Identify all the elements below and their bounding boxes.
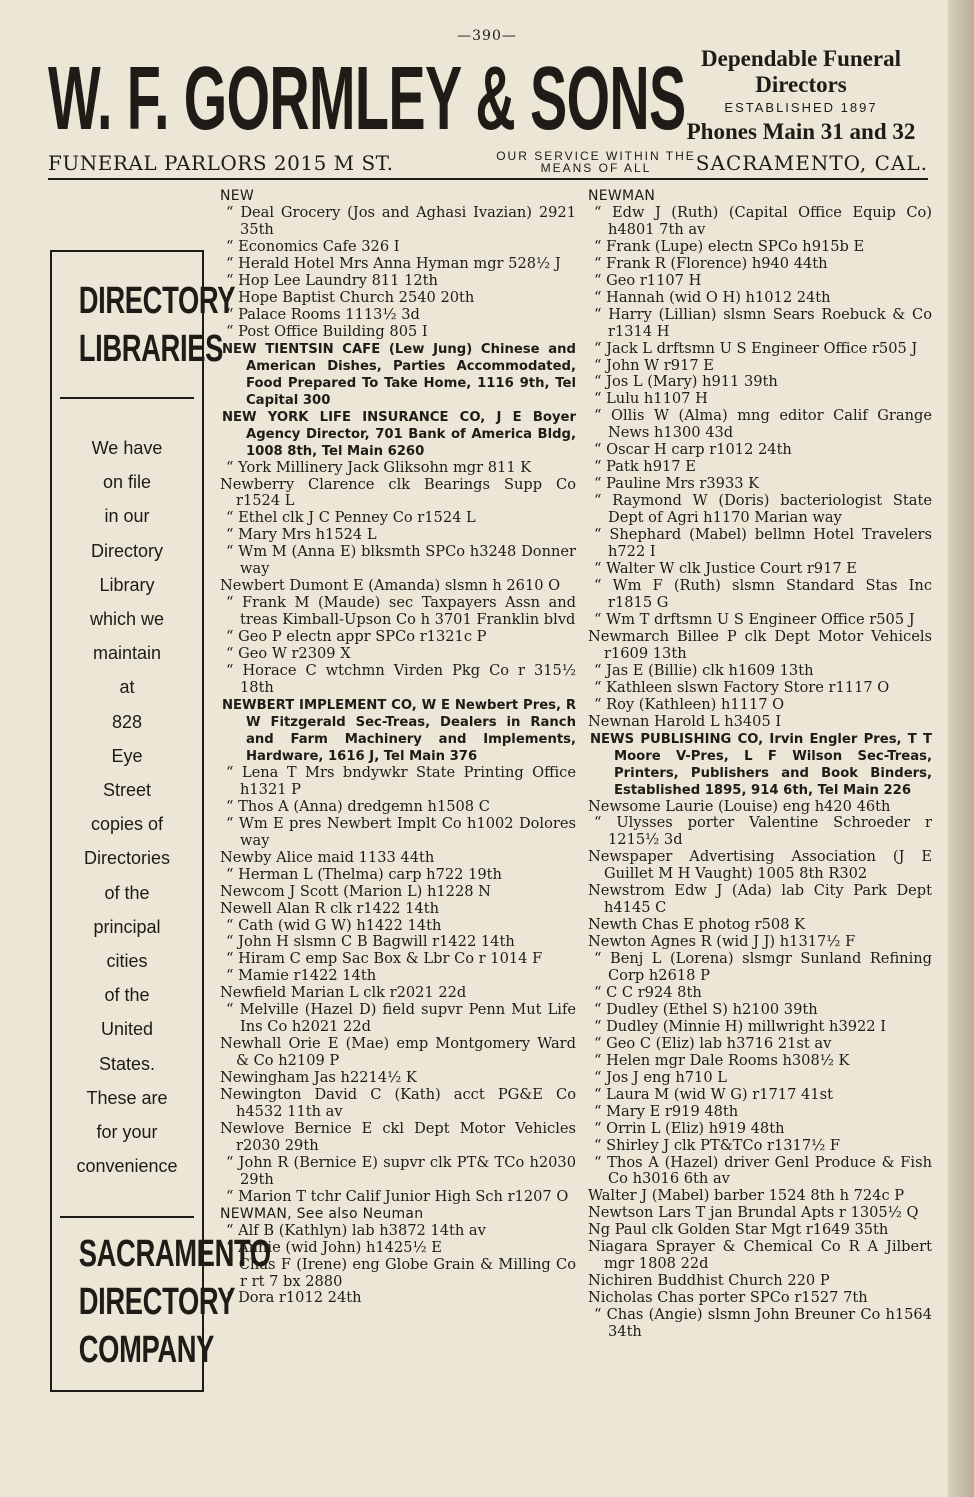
directory-entry	[588, 273, 932, 290]
directory-entry	[220, 867, 576, 884]
ad-line: in our	[104, 506, 150, 527]
ad-company-line-3: COMPANY	[78, 1329, 215, 1371]
established-text: ESTABLISHED 1897	[724, 100, 878, 115]
entry-text: “ Herald Hotel Mrs Anna Hyman mgr 528½ J	[226, 254, 561, 272]
directory-entry	[220, 850, 576, 867]
entry-text: “ Chas F (Irene) eng Globe Grain & Milling Co r rt 7 bx 2880	[226, 1255, 576, 1290]
ad-line: of the	[104, 985, 150, 1006]
entry-text: Newbert Dumont E (Amanda) slsmn h 2610 O	[220, 577, 561, 595]
entry-text: “ Wm E pres Newbert Implt Co h1002 Dolores way	[226, 814, 576, 849]
entry-text: Newth Chas E photog r508 K	[588, 916, 806, 934]
ad-line: 828	[111, 711, 143, 732]
entry-text: “ Geo r1107 H	[594, 271, 702, 289]
ad-line: cities	[106, 951, 148, 972]
entry-text: “ Hop Lee Laundry 811 12th	[226, 271, 438, 289]
entry-text: Newnan Harold L h3405 I	[588, 712, 782, 730]
directory-entry	[220, 544, 576, 578]
entry-text: “ Frank R (Florence) h940 44th	[594, 254, 828, 272]
directory-entry	[220, 1087, 576, 1121]
page-number: —390—	[457, 28, 517, 44]
phones-text: Phones Main 31 and 32	[686, 119, 916, 144]
directory-entry	[588, 476, 932, 493]
entry-text: “ Thos A (Hazel) driver Genl Produce & Fish Co h3016 6th av	[594, 1153, 932, 1188]
section-heading	[220, 188, 576, 205]
directory-entry	[220, 629, 576, 646]
ad-title-line-1: DIRECTORY	[78, 280, 236, 322]
entry-text: “ Shephard (Mabel) bellmn Hotel Travelers h722 I	[594, 526, 932, 561]
directory-entry	[220, 1002, 576, 1036]
entry-text: “ Horace C wtchmn Virden Pkg Co r 315½ 18th	[226, 662, 576, 696]
entry-text: “ Wm M (Anna E) blksmth SPCo h3248 Donner way	[226, 543, 576, 578]
directory-entry	[588, 1087, 932, 1104]
directory-entry	[588, 1205, 932, 1222]
directory-entry	[588, 1002, 932, 1019]
directory-entry	[220, 934, 576, 951]
entry-text: “ Patk h917 E	[594, 458, 696, 476]
directory-entry	[588, 561, 932, 578]
directory-entry	[220, 884, 576, 901]
entry-text: “ Mary E r919 48th	[594, 1102, 739, 1120]
directory-entry	[588, 1036, 932, 1053]
entry-text: “ Thos A (Anna) dredgemn h1508 C	[226, 797, 490, 815]
directory-entry	[220, 799, 576, 816]
entry-text: Walter J (Mabel) barber 1524 8th h 724c P	[588, 1187, 905, 1205]
entry-text: “ Dudley (Ethel S) h2100 39th	[594, 1000, 818, 1018]
ad-line: on file	[102, 472, 152, 493]
entry-text: Newby Alice maid 1133 44th	[220, 848, 435, 866]
entry-text: “ John W r917 E	[594, 356, 714, 374]
entry-text: “ Palace Rooms 1113½ 3d	[226, 305, 420, 323]
entry-text: Newmarch Billee P clk Dept Motor Vehicels r1609 13th	[588, 627, 932, 662]
ad-line: at	[119, 677, 135, 698]
entry-text: “ Post Office Building 805 I	[226, 322, 428, 340]
directory-entry	[588, 1155, 932, 1189]
directory-entry	[220, 951, 576, 968]
directory-entry	[588, 1239, 932, 1273]
directory-entry	[220, 290, 576, 307]
directory-column-left	[220, 188, 576, 1307]
company-title: W. F. GORMLEY & SONS	[48, 49, 686, 149]
ad-line: of the	[104, 882, 150, 903]
entry-text: “ John H slsmn C B Bagwill r1422 14th	[226, 933, 515, 951]
directory-entry	[220, 1290, 576, 1307]
directory-entry	[220, 918, 576, 935]
directory-entry	[588, 663, 932, 680]
directory-entry	[220, 1070, 576, 1087]
directory-entry	[588, 459, 932, 476]
directory-entry	[588, 714, 932, 731]
directory-entry	[588, 578, 932, 612]
entry-text: “ Lulu h1107 H	[594, 390, 708, 408]
directory-entry	[588, 442, 932, 459]
directory-entry	[588, 1121, 932, 1138]
business-listing	[220, 409, 576, 460]
entry-text: “ Annie (wid John) h1425½ E	[226, 1238, 442, 1256]
ad-line: for your	[96, 1122, 158, 1143]
ad-title-block	[60, 252, 236, 399]
ad-body-text	[52, 431, 202, 1183]
ad-line: maintain	[92, 643, 162, 664]
directory-entry	[588, 307, 932, 341]
entry-text: “ Wm F (Ruth) slsmn Standard Stas Inc r1815 G	[594, 576, 932, 611]
entry-text: Newingham Jas h2214½ K	[220, 1069, 417, 1087]
entry-text: “ Marion T tchr Calif Junior High Sch r1207 O	[226, 1187, 569, 1205]
ad-line: principal	[93, 916, 161, 937]
directory-entry	[588, 849, 932, 883]
entry-text: Newell Alan R clk r1422 14th	[220, 899, 439, 917]
entry-text: Newcom J Scott (Marion L) h1228 N	[220, 882, 491, 900]
ad-title-line-2: LIBRARIES	[78, 328, 223, 370]
entry-text: “ Helen mgr Dale Rooms h308½ K	[594, 1051, 850, 1069]
directory-entry	[220, 510, 576, 527]
directory-entry	[220, 1036, 576, 1070]
ad-line: convenience	[76, 1156, 178, 1177]
directory-entry	[588, 408, 932, 442]
directory-entry	[588, 883, 932, 917]
directory-entry	[220, 816, 576, 850]
directory-entry	[588, 391, 932, 408]
entry-text: NEWBERT IMPLEMENT CO, W E Newbert Pres, R W Fitzgerald Sec-Treas, Dealers in Ranch and Farm Machinery and Implements, Hardware, 1616 J, Tel Main 376	[222, 697, 576, 764]
directory-entry	[588, 697, 932, 714]
directory-entry	[220, 1257, 576, 1291]
parlors-address: FUNERAL PARLORS 2015 M ST.	[48, 151, 394, 175]
ad-line: Directories	[83, 848, 171, 869]
ad-line: We have	[91, 438, 163, 458]
directory-entry	[220, 1240, 576, 1257]
entry-text: “ Oscar H carp r1012 24th	[594, 441, 792, 459]
entry-text: “ Wm T drftsmn U S Engineer Office r505 J	[594, 610, 915, 628]
entry-text: “ York Millinery Jack Gliksohn mgr 811 K	[226, 458, 532, 476]
page-edge	[948, 0, 974, 1497]
directory-entry	[220, 1189, 576, 1206]
service-slogan-line-2: MEANS OF ALL	[540, 161, 652, 175]
ad-line: copies of	[90, 814, 164, 835]
business-listing	[220, 697, 576, 765]
entry-text: “ Laura M (wid W G) r1717 41st	[594, 1085, 833, 1103]
ad-line: Street	[102, 780, 152, 801]
directory-entry	[588, 358, 932, 375]
entry-text: Newspaper Advertising Association (J E Guillet M H Vaught) 1005 8th R302	[588, 848, 932, 883]
directory-libraries-ad	[50, 250, 271, 1392]
directory-entry	[220, 460, 576, 477]
entry-text: Newsome Laurie (Louise) eng h420 46th	[588, 797, 891, 815]
ad-line: Eye	[111, 745, 143, 766]
directory-entry	[220, 646, 576, 663]
header-tagline-block	[668, 46, 934, 146]
directory-entry	[588, 985, 932, 1002]
entry-text: Newstrom Edw J (Ada) lab City Park Dept h4145 C	[588, 882, 932, 917]
entry-text: Newberry Clarence clk Bearings Supp Co r1524 L	[220, 475, 576, 510]
entry-text: “ Orrin L (Eliz) h919 48th	[594, 1119, 785, 1137]
directory-entry	[588, 1307, 932, 1341]
entry-text: “ Jos J eng h710 L	[594, 1068, 727, 1086]
entry-text: “ Hope Baptist Church 2540 20th	[226, 288, 475, 306]
city-text: SACRAMENTO, CAL.	[695, 151, 928, 175]
directory-entry	[588, 934, 932, 951]
entry-text: “ Jos L (Mary) h911 39th	[594, 373, 778, 391]
entry-text: Newington David C (Kath) acct PG&E Co h4532 11th av	[220, 1086, 576, 1120]
entry-text: “ Geo P electn appr SPCo r1321c P	[226, 628, 487, 646]
directory-entry	[220, 1155, 576, 1189]
directory-entry	[588, 629, 932, 663]
tagline-line-1: Dependable Funeral	[701, 46, 901, 71]
entry-text: “ Frank M (Maude) sec Taxpayers Assn and treas Kimball-Upson Co h 3701 Franklin blvd	[226, 594, 576, 629]
directory-entry	[220, 256, 576, 273]
directory-entry	[588, 799, 932, 816]
directory-entry	[588, 205, 932, 239]
directory-entry	[588, 1188, 932, 1205]
entry-text: “ Edw J (Ruth) (Capital Office Equip Co) h4801 7th av	[594, 203, 932, 238]
directory-entry	[588, 1290, 932, 1307]
directory-entry	[220, 273, 576, 290]
directory-entry	[220, 205, 576, 239]
ad-company-line-1: SACRAMENTO	[78, 1233, 271, 1275]
directory-entry	[588, 1070, 932, 1087]
entry-text: “ C C r924 8th	[594, 983, 702, 1001]
business-listing	[220, 341, 576, 409]
entry-text: “ Geo W r2309 X	[226, 645, 351, 663]
directory-column-right	[588, 188, 932, 1341]
entry-text: “ Lena T Mrs bndywkr State Printing Office h1321 P	[226, 763, 576, 798]
directory-entry	[588, 680, 932, 697]
entry-text: NEW	[220, 188, 255, 204]
entry-text: “ Mary Mrs h1524 L	[226, 526, 377, 544]
entry-text: “ Ulysses porter Valentine Schroeder r 1215½ 3d	[594, 814, 932, 849]
entry-text: “ Kathleen slswn Factory Store r1117 O	[594, 678, 890, 696]
directory-entry	[588, 815, 932, 849]
entry-text: “ Hannah (wid O H) h1012 24th	[594, 288, 831, 306]
ad-line: States.	[98, 1053, 156, 1074]
entry-text: Ng Paul clk Golden Star Mgt r1649 35th	[588, 1221, 889, 1239]
tagline-line-2: Directors	[755, 72, 847, 97]
directory-entry	[220, 578, 576, 595]
entry-text: NEWMAN	[588, 188, 656, 204]
ad-line: Directory	[90, 540, 163, 561]
directory-entry	[588, 374, 932, 391]
entry-text: Newhall Orie E (Mae) emp Montgomery Ward & Co h2109 P	[220, 1035, 576, 1070]
directory-entry	[588, 1273, 932, 1290]
directory-entry	[220, 477, 576, 511]
entry-text: “ Raymond W (Doris) bacteriologist State Dept of Agri h1170 Marian way	[594, 492, 932, 527]
entry-text: “ Deal Grocery (Jos and Aghasi Ivazian) 2921 35th	[226, 203, 576, 238]
directory-entry	[588, 256, 932, 273]
entry-text: “ Ollis W (Alma) mng editor Calif Grange News h1300 43d	[594, 407, 932, 442]
entry-text: NEW YORK LIFE INSURANCE CO, J E Boyer Agency Director, 701 Bank of America Bldg, 1008 8th, Tel Main 6260	[222, 409, 576, 459]
entry-text: “ Economics Cafe 326 I	[226, 237, 400, 255]
entry-text: “ Alf B (Kathlyn) lab h3872 14th av	[226, 1221, 486, 1239]
directory-entry	[588, 527, 932, 561]
directory-entry	[588, 493, 932, 527]
entry-text: “ Herman L (Thelma) carp h722 19th	[226, 865, 502, 883]
entry-text: Newlove Bernice E ckl Dept Motor Vehicles r2030 29th	[220, 1119, 576, 1154]
entry-text: NEW TIENTSIN CAFE (Lew Jung) Chinese and American Dishes, Parties Accommodated, Food Prepared To Take Home, 1116 9th, Tel Capital 300	[222, 341, 576, 408]
directory-entry	[220, 1223, 576, 1240]
entry-text: Niagara Sprayer & Chemical Co R A Jilbert mgr 1808 22d	[588, 1238, 932, 1273]
service-slogan-line-1: OUR SERVICE WITHIN THE	[496, 149, 696, 163]
directory-entry	[220, 1121, 576, 1155]
directory-entry	[588, 239, 932, 256]
entry-text: Newtson Lars T jan Brundal Apts r 1305½ Q	[588, 1204, 919, 1222]
entry-text: “ Harry (Lillian) slsmn Sears Roebuck & Co r1314 H	[594, 305, 932, 340]
entry-text: “ Roy (Kathleen) h1117 O	[594, 695, 785, 713]
entry-text: “ Geo C (Eliz) lab h3716 21st av	[594, 1034, 832, 1052]
entry-text: NEWMAN, See also Neuman	[220, 1205, 424, 1222]
entry-text: “ Melville (Hazel D) field supvr Penn Mut Life Ins Co h2021 22d	[226, 1001, 576, 1036]
entry-text: “ Shirley J clk PT&TCo r1317½ F	[594, 1136, 841, 1154]
directory-entry	[220, 595, 576, 629]
entry-text: “ Pauline Mrs r3933 K	[594, 475, 760, 493]
entry-text: “ Benj L (Lorena) slsmgr Sunland Refining Corp h2618 P	[594, 950, 932, 985]
entry-text: “ Jas E (Billie) clk h1609 13th	[594, 661, 814, 679]
directory-entry	[220, 324, 576, 341]
directory-entry	[588, 1053, 932, 1070]
directory-entry	[220, 527, 576, 544]
business-listing	[588, 731, 932, 799]
header-subline	[48, 148, 928, 180]
entry-text: Newton Agnes R (wid J J) h1317½ F	[588, 933, 856, 951]
section-heading	[220, 1206, 576, 1223]
directory-entry	[220, 968, 576, 985]
ad-line: Library	[99, 574, 155, 595]
directory-entry	[588, 917, 932, 934]
ad-line: These are	[86, 1087, 168, 1108]
directory-entry	[220, 765, 576, 799]
entry-text: “ Hiram C emp Sac Box & Lbr Co r 1014 F	[226, 950, 543, 968]
ad-company-block	[60, 1216, 271, 1374]
directory-entry	[588, 1104, 932, 1121]
entry-text: “ Ethel clk J C Penney Co r1524 L	[226, 509, 476, 527]
directory-entry	[220, 985, 576, 1002]
ad-line: United	[100, 1019, 154, 1040]
ad-company-line-2: DIRECTORY	[78, 1281, 236, 1323]
entry-text: Nichiren Buddhist Church 220 P	[588, 1272, 830, 1290]
directory-entry	[588, 290, 932, 307]
directory-entry	[220, 239, 576, 256]
entry-text: “ Walter W clk Justice Court r917 E	[594, 559, 857, 577]
entry-text: “ Jack L drftsmn U S Engineer Office r505 J	[594, 339, 918, 357]
directory-entry	[588, 612, 932, 629]
directory-entry	[588, 1222, 932, 1239]
section-heading	[588, 188, 932, 205]
entry-text: “ Dora r1012 24th	[226, 1289, 362, 1307]
entry-text: “ Dudley (Minnie H) millwright h3922 I	[594, 1017, 886, 1035]
entry-text: Newfield Marian L clk r2021 22d	[220, 984, 467, 1002]
entry-text: “ Chas (Angie) slsmn John Breuner Co h1564 34th	[594, 1306, 932, 1341]
entry-text: “ Cath (wid G W) h1422 14th	[226, 916, 442, 934]
ad-line: which we	[89, 609, 165, 630]
service-slogan	[468, 150, 724, 174]
entry-text: NEWS PUBLISHING CO, Irvin Engler Pres, T T Moore V-Pres, L F Wilson Sec-Treas, Printers, Publishers and Book Binders, Established 1895, 914 6th, Tel Main 226	[590, 731, 932, 798]
directory-entry	[220, 663, 576, 697]
directory-entry	[220, 901, 576, 918]
directory-entry	[588, 1019, 932, 1036]
directory-entry	[588, 341, 932, 358]
directory-entry	[588, 951, 932, 985]
entry-text: Nicholas Chas porter SPCo r1527 7th	[588, 1289, 868, 1307]
directory-entry	[588, 1138, 932, 1155]
entry-text: “ Frank (Lupe) electn SPCo h915b E	[594, 237, 865, 255]
directory-entry	[220, 307, 576, 324]
entry-text: “ John R (Bernice E) supvr clk PT& TCo h2030 29th	[226, 1153, 576, 1188]
entry-text: “ Mamie r1422 14th	[226, 967, 377, 985]
